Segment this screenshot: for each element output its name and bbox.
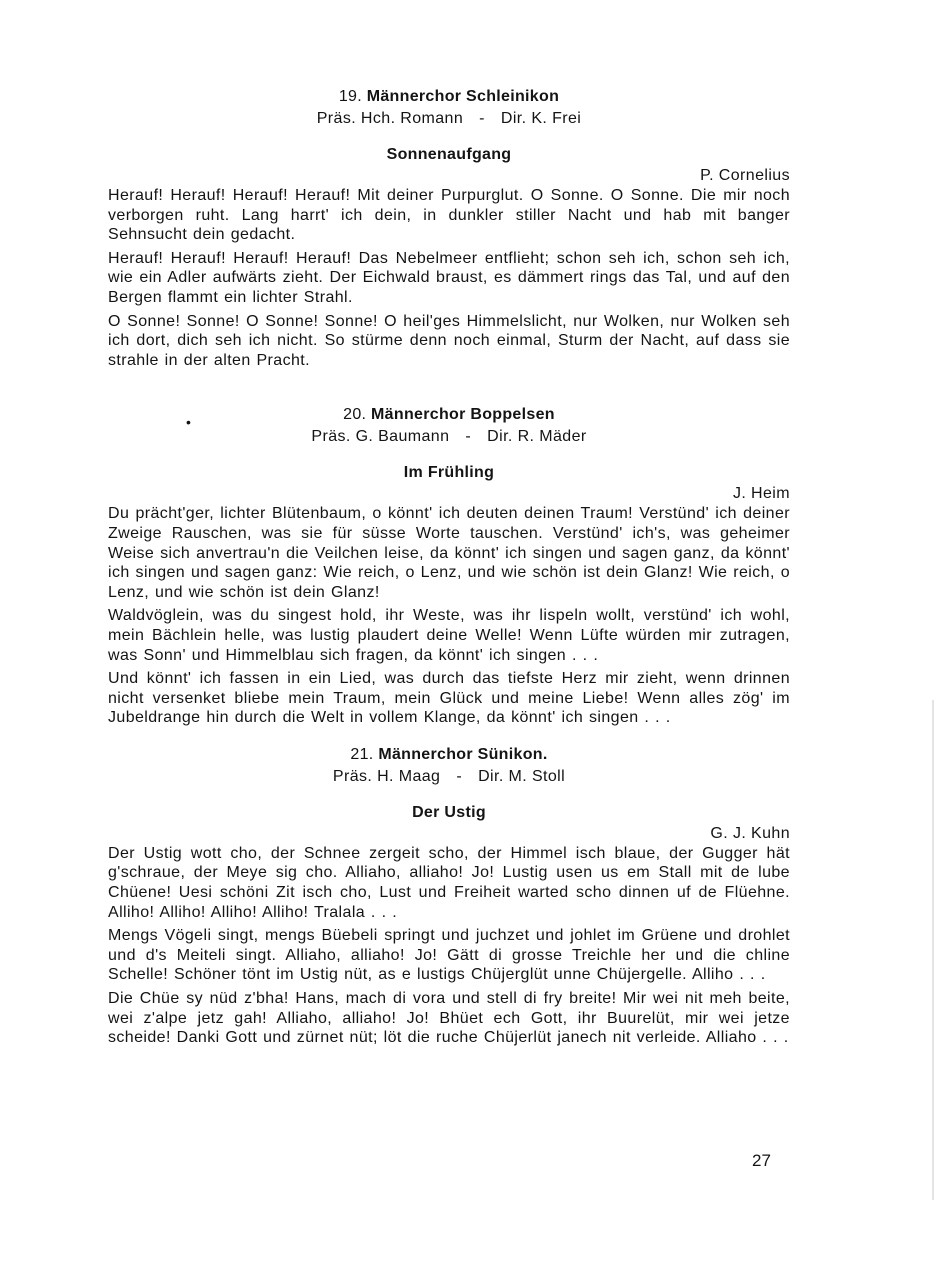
section-heading [108,404,790,426]
verse: Die Chüe sy nüd z'bha! Hans, mach di vora und stell di fry breite! Mir wei nit meh beite, wei z'alpe jetz gah! Alliaho, alliaho! Jo! Bhüet ech Gott, ihr Buurelüt, mir wei jetze scheide! Danki Gott und zürnet nüt; löt die ruche Chüjerlüt janech nit verleide. Alliaho . . . [108,990,790,1047]
program-item-20 [108,404,790,728]
president: Präs. Hch. Romann [316,110,464,127]
program-item-19 [108,86,790,370]
section-heading [108,86,790,108]
choir-name: Männerchor Boppelsen [371,406,555,424]
composer: G. J. Kuhn [710,824,790,842]
item-number: 20. [343,406,367,424]
verse: Du prächt'ger, lichter Blütenbaum, o könnt' ich deuten deinen Traum! Verstünd' ich deiner Zweige Rauschen, was sie für süsse Worte tauschen. Verstünd' ich's, was geheimer Weise sich anvertrau'n die Veilchen leise, da könnt' ich singen und sagen ganz, da könnt' ich singen und sagen ganz: Wie reich, o Lenz, und wie schön ist dein Glanz! Wie reich, o Lenz, und wie schön ist dein Glanz! [108,505,790,601]
president: Präs. G. Baumann [311,428,450,446]
song-title: Der Ustig [412,803,486,821]
section-heading [108,744,790,766]
choir-name: Männerchor Schleinikon [366,88,560,105]
item-number: 19. [338,88,362,105]
officials-line [108,766,790,788]
president: Präs. H. Maag [332,767,441,785]
verse: Der Ustig wott cho, der Schnee zergeit scho, der Himmel isch blaue, der Gugger hät g'schraue, der Meye sig cho. Alliaho, alliaho! Jo! Lustig usen us em Stall mit de lube Chüene! Uesi schöni Zit isch cho, Lust und Freiheit warted scho dinnen uf de Flüehne. Alliho! Alliho! Alliho! Alliho! Tralala . . . [108,844,790,921]
director: Dir. M. Stoll [478,767,566,785]
verse: Mengs Vögeli singt, mengs Büebeli springt und juchzet und johlet im Grüene und drohlet und d's Meiteli singt. Alliaho, alliaho! Jo! Gätt di grosse Treichle her und die chline Schelle! Schöner tönt im Ustig nüt, as e lustigs Chüjerglüt unne Chüjergelle. Alliho . . . [108,927,790,984]
verse: Und könnt' ich fassen in ein Lied, was durch das tiefste Herz mir zieht, wenn drinnen nicht versenket bliebe mein Traum, mein Glück und meine Liebe! Wenn alles zög' im Jubeldrange hin durch die Welt in vollem Klange, da könnt' ich singen . . . [108,670,790,727]
verse: Waldvöglein, was du singest hold, ihr Weste, was ihr lispeln wollt, verstünd' ich wohl, mein Bächlein helle, was lustig plaudert deine Welle! Wenn Lüfte würden mir zutragen, was Sonn' und Himmelblau sich fragen, da könnt' ich singen . . . [108,607,790,664]
song-title: Im Frühling [403,464,495,482]
director: Dir. K. Frei [500,110,582,127]
officials-line [108,108,790,130]
officials-line [108,426,790,448]
song-title: Sonnenaufgang [386,146,512,163]
verse: O Sonne! Sonne! O Sonne! Sonne! O heil'ges Himmelslicht, nur Wolken, nur Wolken seh ich dort, dich seh ich nicht. So stürme denn noch einmal, Sturm der Nacht, auf dass sie strahle in der alten Pracht. [108,312,790,369]
choir-name: Männerchor Sünikon. [378,745,548,763]
composer: P. Cornelius [700,167,790,184]
separator: - [465,428,472,446]
verse: Herauf! Herauf! Herauf! Herauf! Das Nebelmeer entflieht; schon seh ich, schon seh ich, wie ein Adler aufwärts zieht. Der Eichwald braust, es dämmert rings das Tal, und auf den Bergen flammt ein lichter Strahl. [108,249,790,306]
page-content [108,86,790,1052]
separator: - [456,767,463,785]
composer: J. Heim [732,485,790,503]
director: Dir. R. Mäder [487,428,587,446]
separator: - [479,110,485,127]
item-number: 21. [350,745,374,763]
verse: Herauf! Herauf! Herauf! Herauf! Mit deiner Purpurglut. O Sonne. O Sonne. Die mir noch verborgen ruht. Lang harrt' ich dein, in dunkler stiller Nacht und hab mit banger Sehnsucht dein gedacht. [108,187,790,244]
page-number: 27 [752,1151,771,1170]
program-item-21 [108,744,790,1048]
bullet-mark: • [186,414,191,430]
